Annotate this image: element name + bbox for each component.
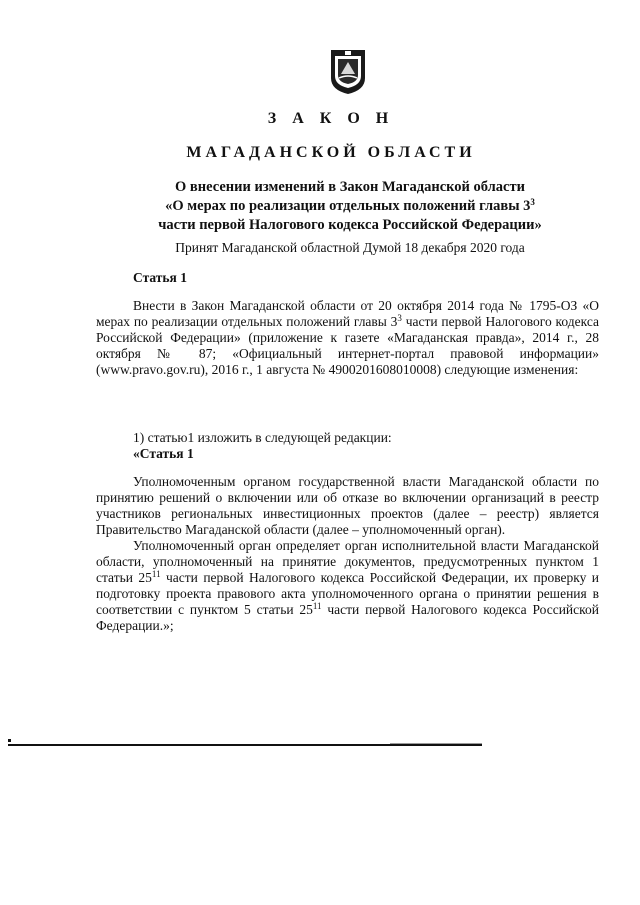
- executive-body-paragraph: Уполномоченный орган определяет орган исполнительной власти Магаданской области, уполномоченный на принятие документов, предусмотренных пунктом 1 статьи $25^{11}$ части первой Налогового кодекса Российской Федерации, их проверку и подготовку проекта правового акта уполномоченного органа о принятии решения в соответствии с пунктом 5 статьи $25^{11}$ части первой Налогового кодекса Российской Федерации.»;: [96, 538, 600, 633]
- amendment-paragraph: Внести в Закон Магаданской области от 20 октября 2014 года № 1795-ОЗ «О мерах по реализации отдельных положений главы $3^3$ части первой Налогового кодекса Российской Федерации» (приложение к газете «Магаданская правда», 2014 г., 28 октября № 87; «Официальный интернет-портал правовой информации» (www.pravo.gov.ru), 2016 г., 1 августа № 4900201608010008) следующие изменения:: [96, 298, 599, 377]
- footer-rule: [8, 744, 482, 746]
- title-line-3: части первой Налогового кодекса Российской Федерации»: [158, 217, 542, 233]
- title-line-2: «О мерах по реализации отдельных положений главы $3^3$: [165, 197, 535, 214]
- title-line-1: О внесении изменений в Закон Магаданской области: [175, 179, 525, 195]
- quoted-article-heading: «Статья 1: [133, 446, 194, 461]
- article-heading: Статья 1: [133, 270, 187, 285]
- item-1: 1) статью1 изложить в следующей редакции:: [133, 430, 392, 445]
- authority-paragraph: Уполномоченным органом государственной власти Магаданской области по принятию решений о включении или об отказе во включении организаций в реестр участников региональных инвестиционных проектов (далее – реестр) является Правительство Магаданской области (далее – уполномоченный орган).: [96, 474, 599, 537]
- footer-rule-tail: [390, 743, 482, 744]
- adoption-line: Принят Магаданской областной Думой 18 декабря 2020 года: [175, 240, 525, 255]
- law-title: [110, 178, 590, 235]
- document-type: З А К О Н: [267, 110, 395, 127]
- region-name: МАГАДАНСКОЙ ОБЛАСТИ: [186, 144, 476, 161]
- scan-mark: [8, 739, 11, 742]
- coat-of-arms-icon: [329, 48, 367, 96]
